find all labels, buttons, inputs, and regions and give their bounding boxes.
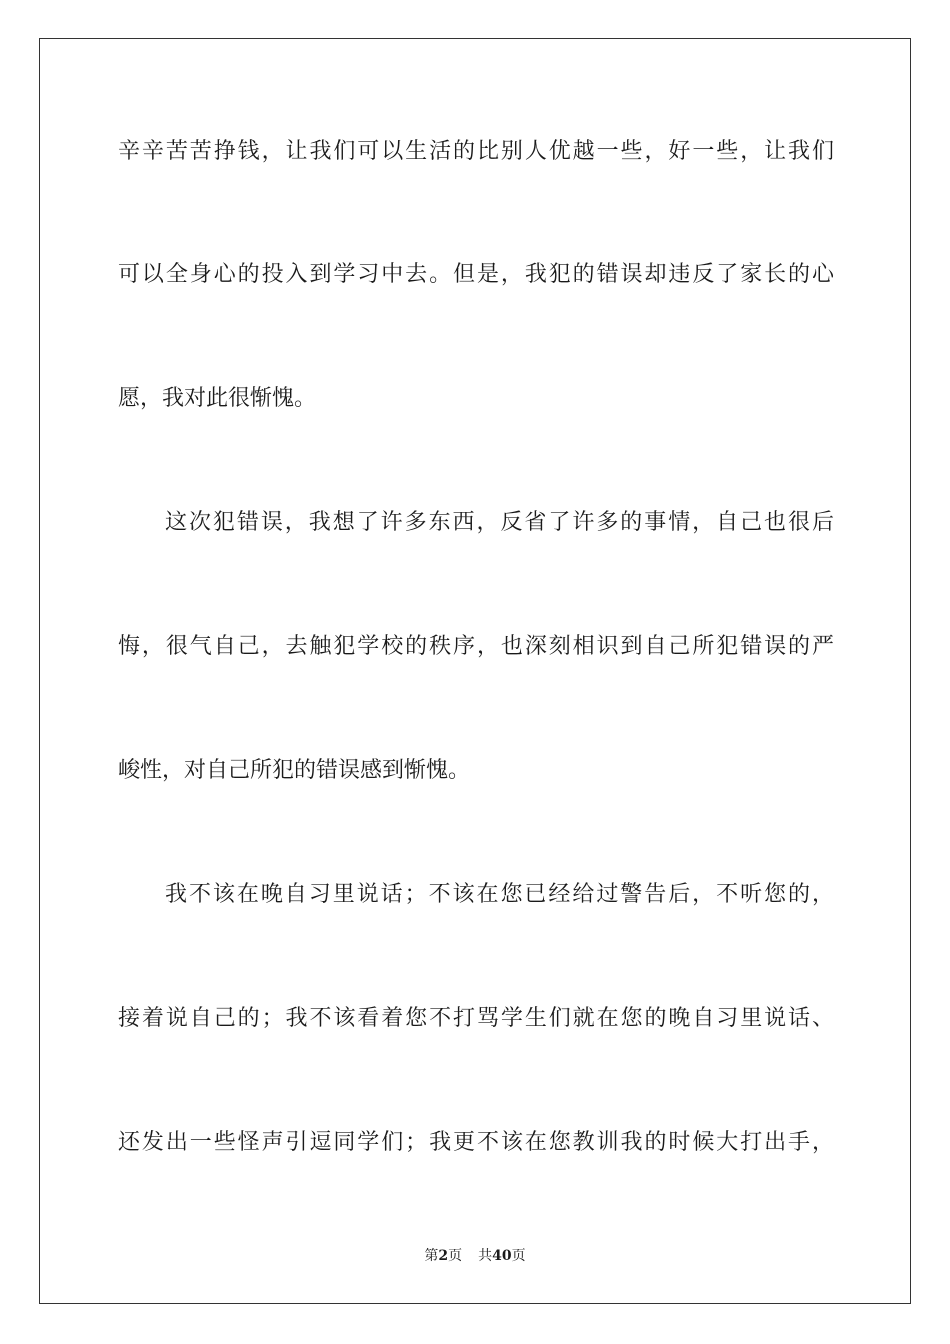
text-line: 辛辛苦苦挣钱，让我们可以生活的比别人优越一些，好一些，让我们 (118, 139, 834, 164)
total-prefix: 共 (478, 1248, 493, 1264)
total-suffix: 页 (511, 1248, 526, 1264)
text-line: 悔，很气自己，去触犯学校的秩序，也深刻相识到自己所犯错误的严 (118, 634, 834, 659)
text-line: 峻性，对自己所犯的错误感到惭愧。 (118, 758, 471, 783)
paragraph-first-line: 这次犯错误，我想了许多东西，反省了许多的事情，自己也很后 (165, 510, 834, 535)
total-page-count: 40 (492, 1248, 512, 1264)
page-suffix: 页 (448, 1248, 463, 1264)
page-border (39, 38, 911, 1304)
text-line: 接着说自己的；我不该看着您不打骂学生们就在您的晚自习里说话、 (118, 1006, 834, 1031)
paragraph-first-line: 我不该在晚自习里说话；不该在您已经给过警告后，不听您的， (165, 882, 834, 907)
current-page-number: 2 (438, 1248, 449, 1264)
page-footer (0, 1246, 950, 1266)
text-line: 还发出一些怪声引逗同学们；我更不该在您教训我的时候大打出手， (118, 1130, 834, 1155)
text-line: 可以全身心的投入到学习中去。但是，我犯的错误却违反了家长的心 (118, 262, 834, 287)
page-prefix: 第 (424, 1248, 439, 1264)
text-line: 愿，我对此很惭愧。 (118, 386, 317, 411)
